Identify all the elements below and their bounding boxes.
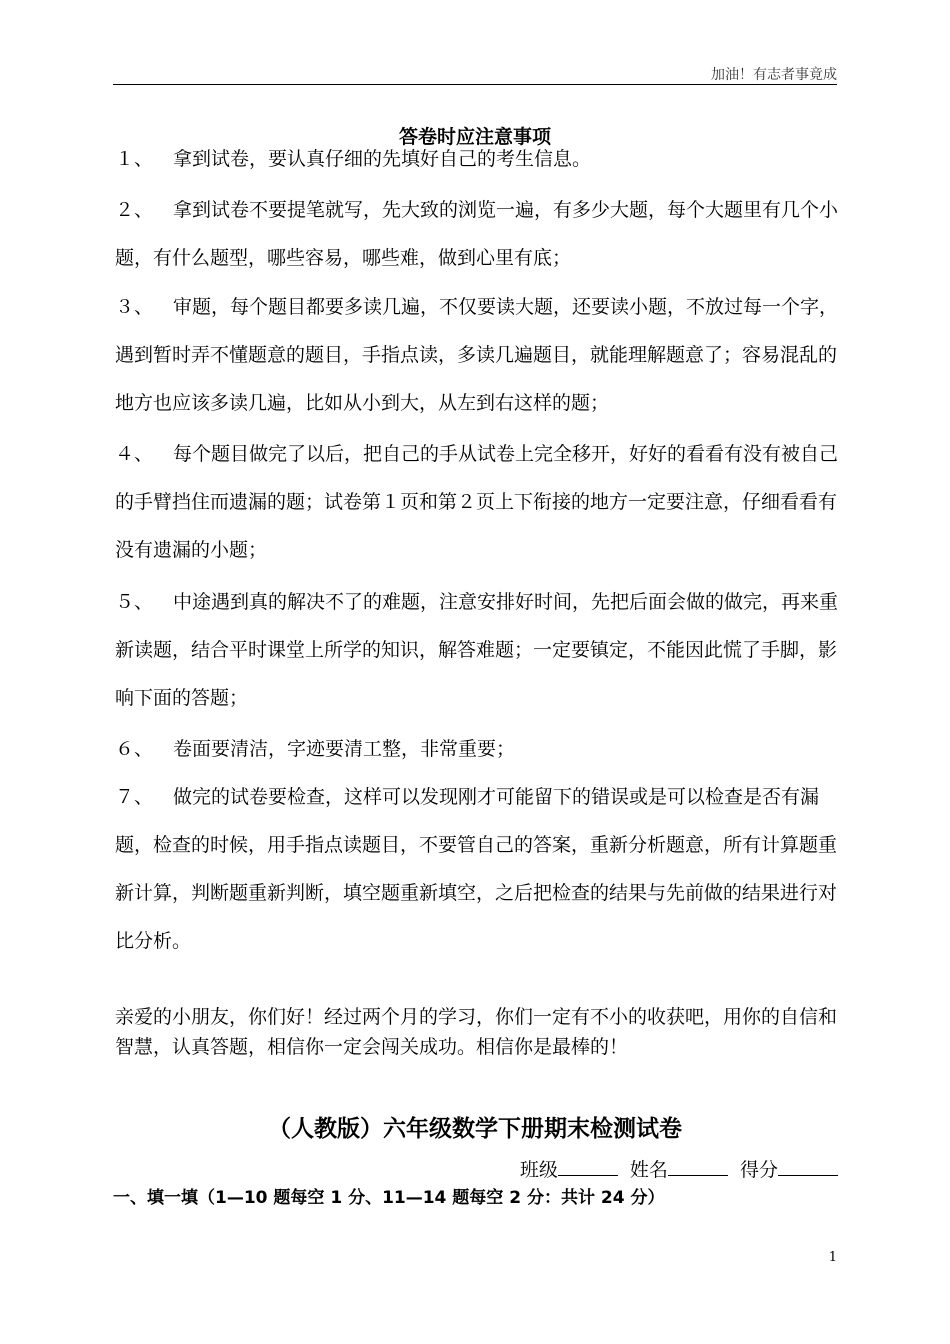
score-label: 得分 [739, 1159, 778, 1181]
class-label: 班级 [519, 1159, 558, 1181]
notice-item-6 [115, 725, 840, 773]
page-number: 1 [828, 1250, 837, 1265]
notice-item-4 [115, 430, 840, 574]
item-number: ２、 [115, 199, 154, 221]
item-number: ３、 [115, 296, 154, 318]
name-label: 姓名 [629, 1159, 668, 1181]
item-number: ６、 [115, 738, 154, 760]
notice-item-7 [115, 773, 840, 965]
name-blank[interactable] [668, 1157, 728, 1176]
section-heading: 一、填一填（1—10 题每空 1 分、11—14 题每空 2 分：共计 24 分） [113, 1188, 665, 1208]
item-text: 审题，每个题目都要多读几遍，不仅要读大题，还要读小题，不放过每一个字，遇到暂时弄不懂题意的题目，手指点读，多读几遍题目，就能理解题意了；容易混乱的地方也应该多读几遍，比如从小到大，从左到右这样的题； [115, 296, 839, 414]
notice-item-2 [115, 186, 840, 282]
notice-item-1 [115, 135, 840, 183]
greeting-paragraph: 亲爱的小朋友，你们好！经过两个月的学习，你们一定有不小的收获吧，用你的自信和智慧，认真答题，相信你一定会闯关成功。相信你是最棒的！ [115, 1006, 838, 1058]
item-text: 拿到试卷，要认真仔细的先填好自己的考生信息。 [173, 148, 592, 170]
item-number: ７、 [115, 786, 154, 808]
notice-title: 答卷时应注意事项 [398, 126, 551, 148]
exam-title: （人教版）六年级数学下册期末检测试卷 [268, 1116, 682, 1142]
header-rule [113, 84, 837, 85]
notice-item-3 [115, 283, 840, 427]
notice-item-5 [115, 578, 840, 722]
item-number: １、 [115, 148, 154, 170]
item-text: 中途遇到真的解决不了的难题，注意安排好时间，先把后面会做的做完，再来重新读题，结合平时课堂上所学的知识，解答难题；一定要镇定，不能因此慌了手脚，影响下面的答题； [115, 591, 839, 709]
score-blank[interactable] [778, 1157, 838, 1176]
student-info-line [520, 1155, 838, 1182]
header-motto: 加油！有志者事竟成 [711, 67, 837, 83]
item-text: 拿到试卷不要提笔就写，先大致的浏览一遍，有多少大题，每个大题里有几个小题，有什么题型，哪些容易，哪些难，做到心里有底； [115, 199, 839, 269]
item-text: 做完的试卷要检查，这样可以发现刚才可能留下的错误或是可以检查是否有漏题，检查的时候，用手指点读题目，不要管自己的答案，重新分析题意，所有计算题重新计算，判断题重新判断，填空题重新填空，之后把检查的结果与先前做的结果进行对比分析。 [115, 786, 838, 952]
item-number: ５、 [115, 591, 154, 613]
item-text: 每个题目做完了以后，把自己的手从试卷上完全移开，好好的看看有没有被自己的手臂挡住而遗漏的题；试卷第１页和第２页上下衔接的地方一定要注意，仔细看看有没有遗漏的小题； [115, 443, 839, 561]
item-text: 卷面要清洁，字迹要清工整，非常重要； [173, 738, 516, 760]
class-blank[interactable] [558, 1157, 618, 1176]
item-number: ４、 [115, 443, 154, 465]
